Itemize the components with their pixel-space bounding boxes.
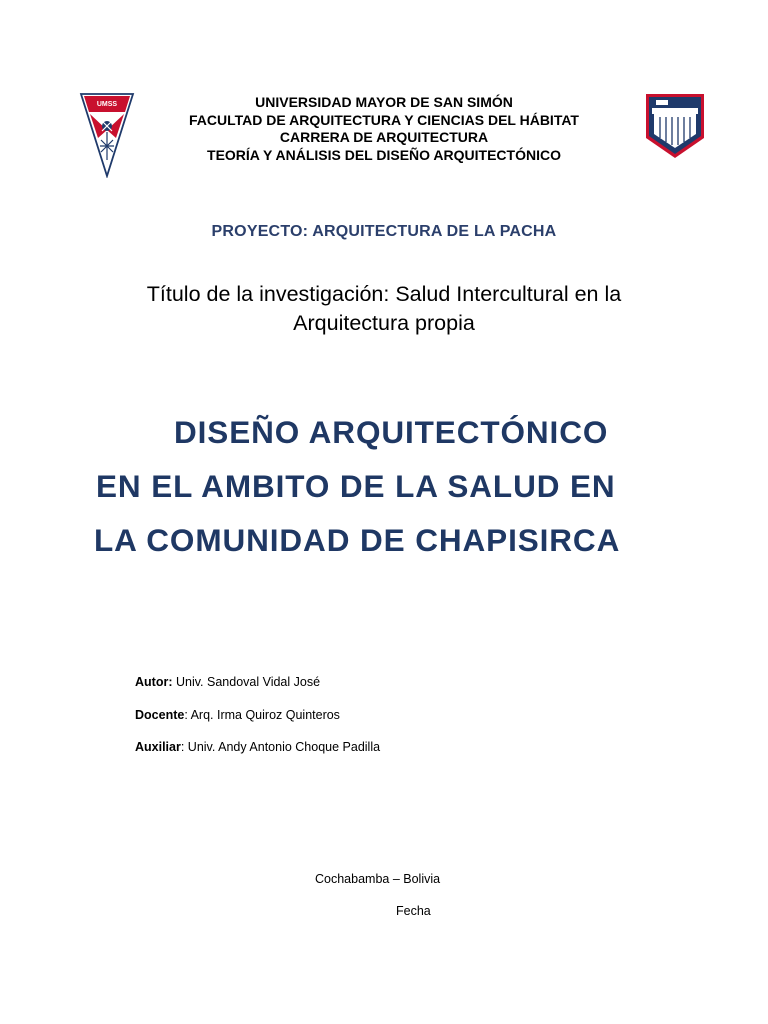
university-name: UNIVERSIDAD MAYOR DE SAN SIMÓN — [255, 94, 513, 110]
main-title-line-2: EN EL AMBITO DE LA SALUD EN — [96, 468, 616, 504]
project-title: PROYECTO: ARQUITECTURA DE LA PACHA — [211, 223, 557, 240]
author-line — [135, 675, 320, 689]
date: Fecha — [396, 904, 431, 918]
main-title-line-1: DISEÑO ARQUITECTÓNICO — [174, 414, 609, 450]
research-title-line-1: Título de la investigación: Salud Intercultural en la — [146, 282, 622, 306]
assistant-label: Auxiliar — [135, 740, 181, 754]
university-header — [140, 94, 628, 164]
faculty-architecture-logo — [644, 92, 706, 160]
teacher-value: : Arq. Irma Quiroz Quinteros — [184, 708, 340, 722]
assistant-line — [135, 740, 380, 754]
place: Cochabamba – Bolivia — [315, 872, 441, 886]
author-label: Autor: — [135, 675, 173, 689]
research-title-line-2: Arquitectura propia — [293, 311, 475, 335]
career-name: CARRERA DE ARQUITECTURA — [279, 129, 489, 145]
research-title — [0, 280, 768, 338]
umss-logo-text: UMSS — [96, 101, 118, 108]
teacher-label: Docente — [135, 708, 185, 722]
course-name: TEORÍA Y ANÁLISIS DEL DISEÑO ARQUITECTÓNICO — [207, 146, 561, 163]
main-title-line-3: LA COMUNIDAD DE CHAPISIRCA — [94, 522, 621, 558]
faculty-name: FACULTAD DE ARQUITECTURA Y CIENCIAS DEL HÁBITAT — [189, 111, 579, 128]
teacher-line — [135, 708, 340, 722]
assistant-value: : Univ. Andy Antonio Choque Padilla — [180, 740, 381, 754]
author-value: Univ. Sandoval Vidal José — [172, 675, 321, 689]
umss-logo — [78, 90, 136, 178]
